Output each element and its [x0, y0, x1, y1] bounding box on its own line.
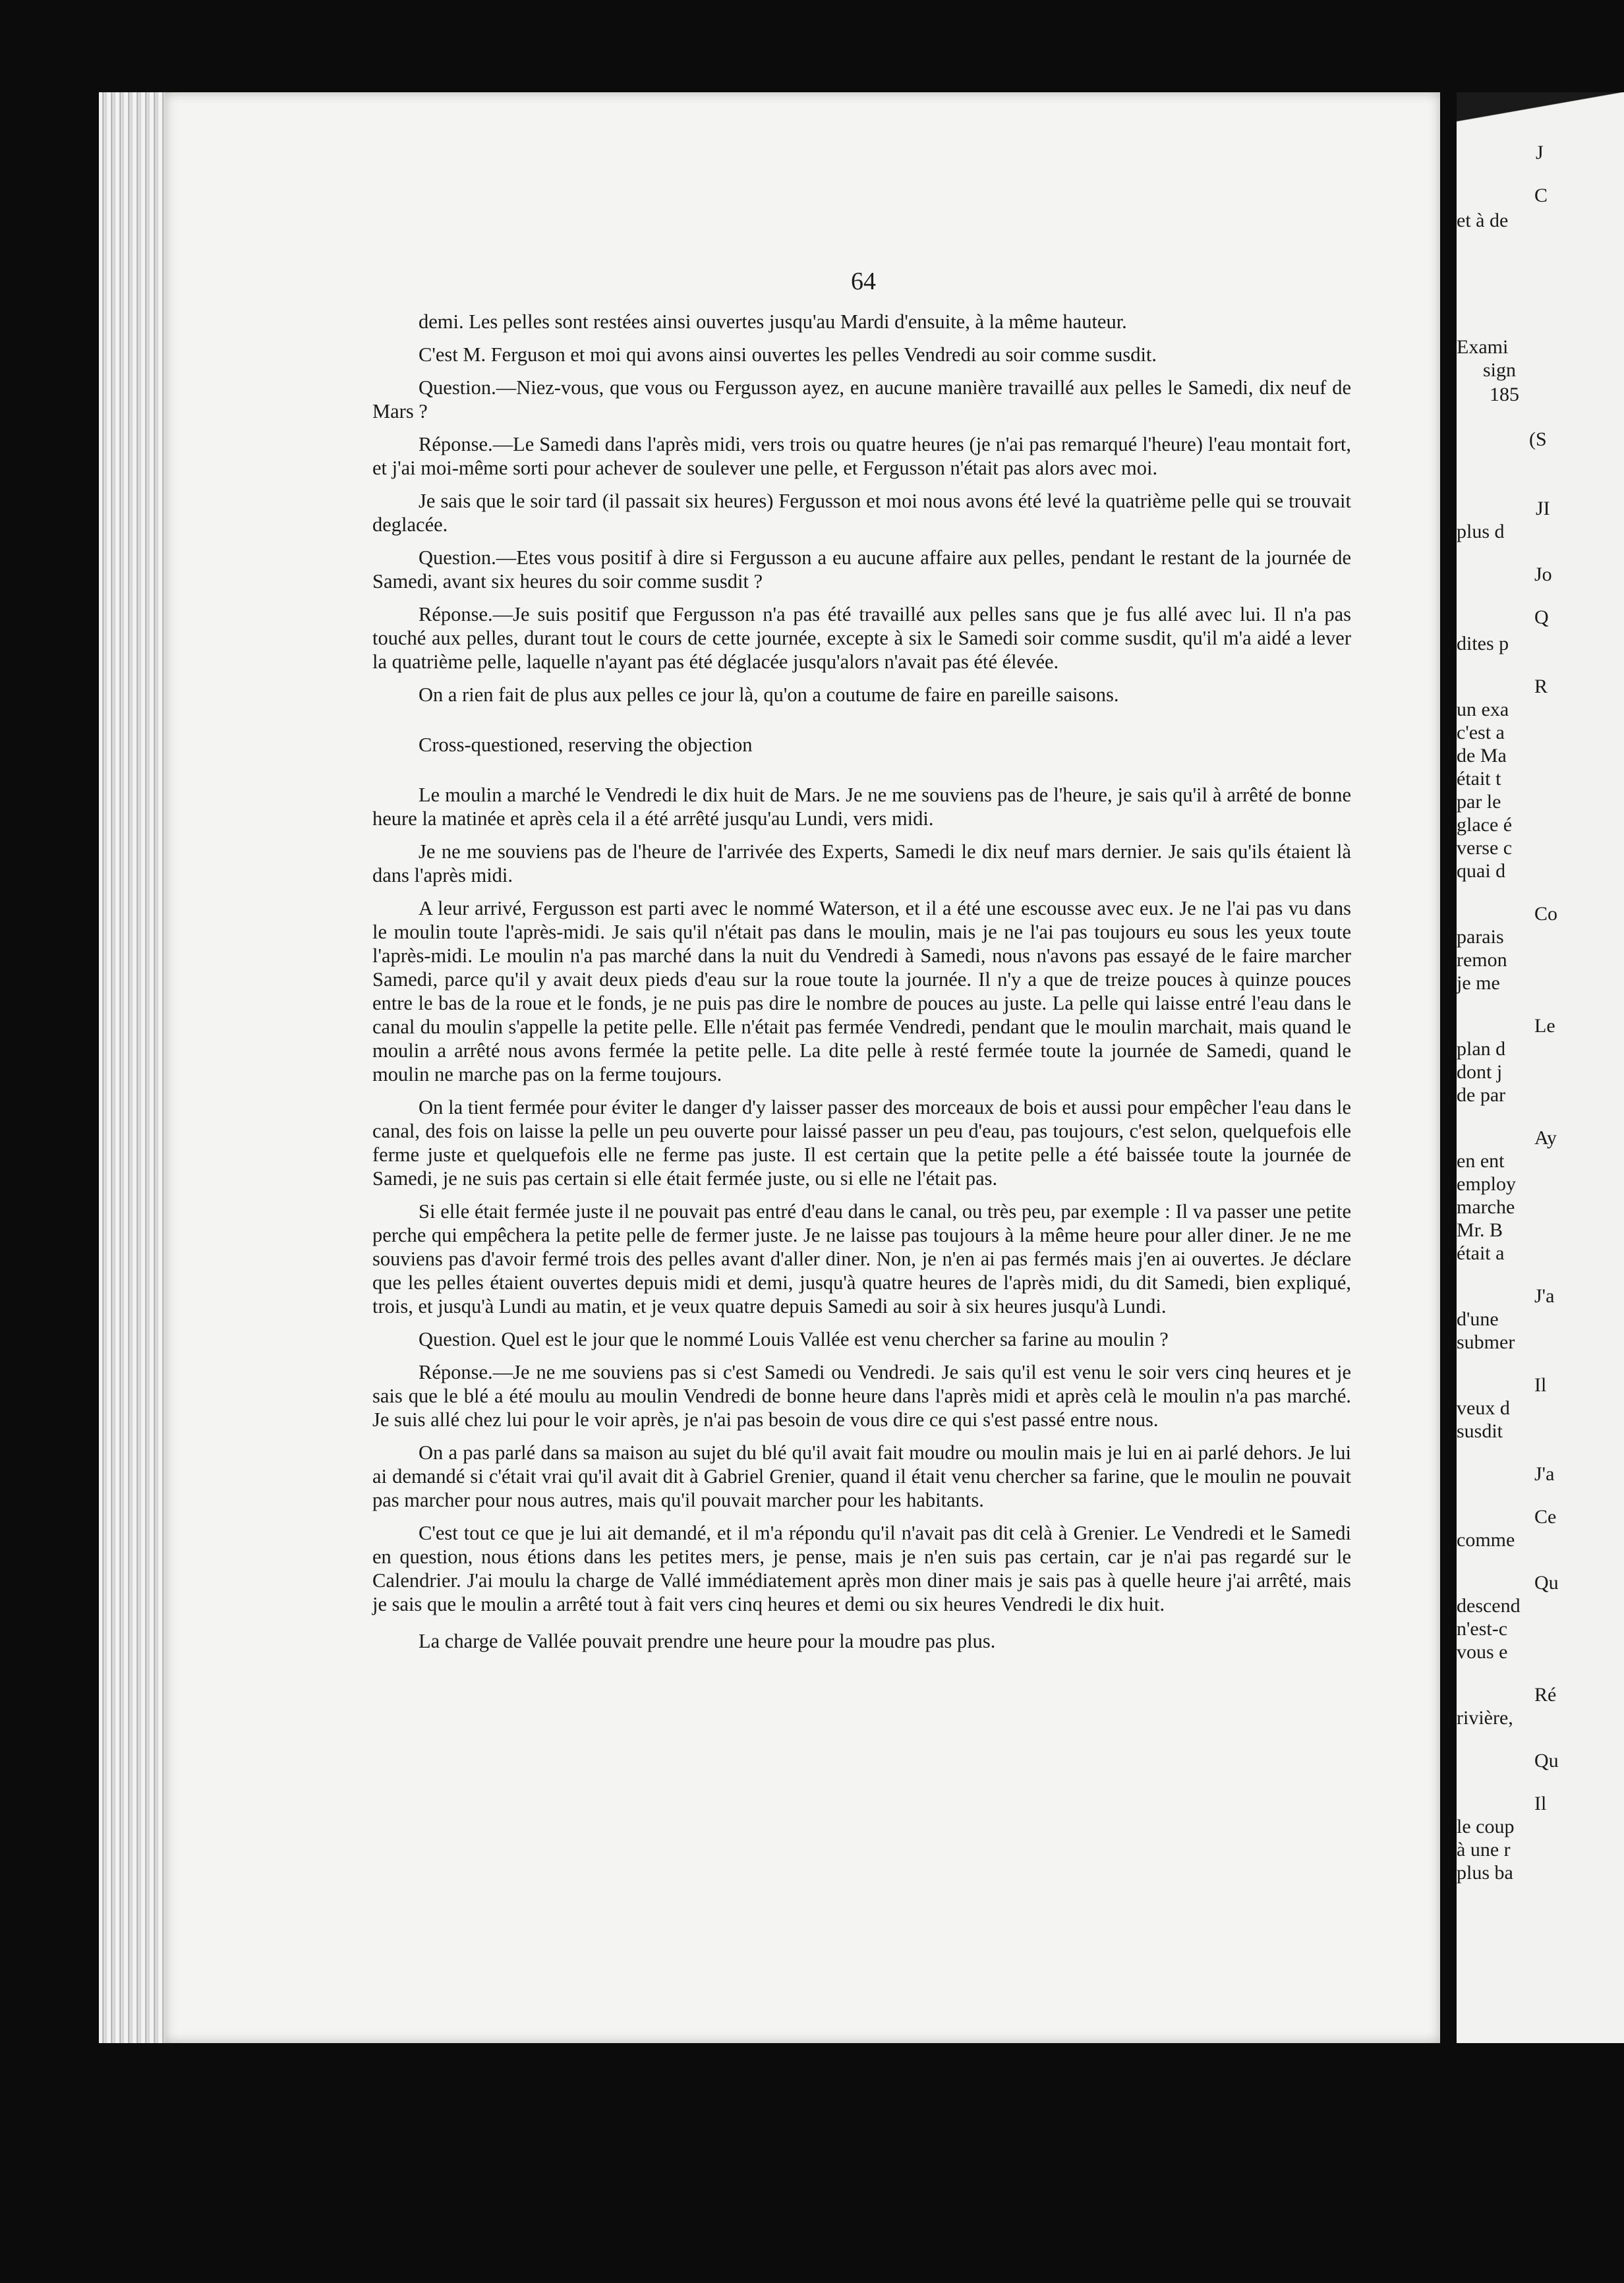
- right-page-fragment: Exami: [1457, 336, 1509, 358]
- right-page-fragment: submer: [1457, 1331, 1515, 1353]
- right-page-fragment: à une r: [1457, 1839, 1511, 1861]
- right-page-fragment: Ré: [1534, 1684, 1557, 1706]
- right-page-fragment: marche: [1457, 1196, 1515, 1218]
- paragraph: On a rien fait de plus aux pelles ce jour là, qu'on a coutume de faire en pareille saisons.: [419, 683, 1119, 706]
- paragraph: La charge de Vallée pouvait prendre une heure pour la moudre pas plus.: [419, 1630, 996, 1652]
- right-page-fragment: (S: [1529, 428, 1547, 450]
- right-page-fragment: comme: [1457, 1529, 1515, 1551]
- right-page-fragment: quai d: [1457, 860, 1506, 882]
- right-page-fragment: veux d: [1457, 1397, 1510, 1419]
- paragraph: C'est M. Ferguson et moi qui avons ainsi ouvertes les pelles Vendredi au soir comme susdit.: [419, 343, 1157, 366]
- right-page-fragment: Ce: [1534, 1506, 1557, 1528]
- right-page-fragment: dont j: [1457, 1061, 1503, 1083]
- right-page-fragment: en ent: [1457, 1150, 1505, 1172]
- section-heading: Cross-questioned, reserving the objection: [419, 734, 753, 756]
- right-page-fragment: sign: [1483, 359, 1517, 381]
- paragraph: Réponse.—Le Samedi dans l'après midi, vers trois ou quatre heures (je n'ai pas remarqué l'heure) l'eau montait fort, et j'ai moi-même sorti pour achever de soulever une pelle, et Fergusson n'était pas alors avec moi.: [372, 433, 1351, 479]
- right-page-fragment: employ: [1457, 1173, 1516, 1195]
- right-page-fragment: de par: [1457, 1084, 1506, 1106]
- right-page-fragment: glace é: [1457, 814, 1513, 836]
- paragraph: On la tient fermée pour éviter le danger d'y laisser passer des morceaux de bois et aussi pour empêcher l'eau dans le canal, des fois on laisse la pelle un peu ouverte pour laissé passer un peu d'eau, pas toujours, c'est selon, quelquefois elle ferme juste et quelquefois elle ne ferme pas juste. Il est certain que la petite pelle a été baissée toute la journée de Samedi, je ne suis pas certain si elle était fermée juste, ou si elle ne l'était pas.: [372, 1096, 1351, 1190]
- right-page-fragment: remon: [1457, 949, 1507, 971]
- right-page-fragment: je me: [1457, 972, 1500, 994]
- paragraph: Question.—Etes vous positif à dire si Fergusson a eu aucune affaire aux pelles, pendant le restant de la journée de Samedi, avant six heures du soir comme susdit ?: [372, 546, 1351, 592]
- right-page-fragment: Le: [1534, 1015, 1555, 1037]
- paragraph: Réponse.—Je suis positif que Fergusson n'a pas été travaillé aux pelles sans que je fus allé avec lui. Il n'a pas touché aux pelles, durant tout le cours de cette journée, excepte à six le Samedi soir comme susdit, qu'il m'a aidé a lever la quatrième pelle, laquelle n'ayant pas été déglacée jusqu'alors n'avait pas été élevée.: [372, 603, 1351, 673]
- right-page-fragment: c'est a: [1457, 722, 1505, 743]
- right-page-fragment: rivière,: [1457, 1707, 1513, 1729]
- right-page-fragment: JI: [1536, 498, 1550, 519]
- right-page-fragment: était t: [1457, 768, 1501, 790]
- right-page-fragment: vous e: [1457, 1641, 1508, 1663]
- right-page-fragment: descend: [1457, 1595, 1521, 1617]
- page-number: 64: [851, 268, 876, 295]
- paragraph: Le moulin a marché le Vendredi le dix huit de Mars. Je ne me souviens pas de l'heure, je sais qu'il à arrêté de bonne heure la matinée et après cela il a été arrêté jusqu'au Lundi, vers midi.: [372, 784, 1351, 830]
- right-page-fragment: verse c: [1457, 837, 1513, 859]
- right-page-fragment: par le: [1457, 791, 1501, 813]
- right-page-fragment: plus ba: [1457, 1862, 1513, 1884]
- right-page: [1457, 92, 1624, 2043]
- paragraph: Réponse.—Je ne me souviens pas si c'est Samedi ou Vendredi. Je sais qu'il est venu le soir vers cinq heures et je sais que le blé a été moulu au moulin Vendredi de bonne heure dans l'après midi et après celà le moulin n'a pas marché. Je suis allé chez lui pour le voir après, je n'ai pas besoin de vous dire ce qui s'est passé entre nous.: [372, 1361, 1351, 1431]
- right-page-fragment: était a: [1457, 1242, 1505, 1264]
- page-text: [372, 310, 1351, 1662]
- right-page-fragment: de Ma: [1457, 745, 1507, 766]
- right-page-fragment: J: [1536, 142, 1544, 163]
- right-page-fragment: parais: [1457, 926, 1504, 948]
- page-shadow: [1457, 92, 1624, 145]
- paragraph: Je sais que le soir tard (il passait six heures) Fergusson et moi nous avons été levé la quatrième pelle qui se trouvait deglacée.: [372, 490, 1351, 536]
- paragraph: Question.—Niez-vous, que vous ou Fergusson ayez, en aucune manière travaillé aux pelles le Samedi, dix neuf de Mars ?: [372, 376, 1351, 422]
- paragraph: On a pas parlé dans sa maison au sujet du blé qu'il avait fait moudre ou moulin mais je lui en ai parlé dehors. Je lui ai demandé si c'était vrai qu'il avait dit à Gabriel Grenier, quand il était venu chercher sa farine, que le moulin ne pouvait pas marcher pour nous autres, mais qu'il pouvait marcher pour les habitants.: [372, 1441, 1351, 1511]
- paragraph: Si elle était fermée juste il ne pouvait pas entré d'eau dans le canal, ou très peu, par exemple : Il va passer une petite perche qui empêchera la petite pelle de fermer juste. Je ne laisse pas toujours à la même heure pour aller diner. Je ne me souviens pas d'avoir fermé trois des pelles avant d'aller diner. Non, je n'en ai pas fermés mais j'en ai ouvertes. Je déclare que les pelles étaient ouvertes depuis midi et demi, jusqu'à quatre heures de l'après midi, du dit Samedi, bien expliqué, trois, et jusqu'à Lundi au matin, et je veux quatre depuis Samedi au soir à six heures jusqu'à Lundi.: [372, 1200, 1351, 1317]
- paragraph: Je ne me souviens pas de l'heure de l'arrivée des Experts, Samedi le dix neuf mars dernier. Je sais qu'ils étaient là dans l'après midi.: [372, 840, 1351, 886]
- right-page-fragment: dites p: [1457, 633, 1509, 654]
- right-page-fragment: Q: [1534, 606, 1549, 628]
- right-page-fragment: 185: [1490, 384, 1519, 405]
- paragraph: Question. Quel est le jour que le nommé Louis Vallée est venu chercher sa farine au moulin ?: [419, 1328, 1169, 1350]
- right-page-fragment: J'a: [1534, 1285, 1555, 1307]
- right-page-fragment: C: [1534, 185, 1548, 206]
- right-page-fragment: R: [1534, 676, 1548, 697]
- right-page-fragment: Il: [1534, 1793, 1547, 1814]
- right-page-fragment: Jo: [1534, 564, 1552, 585]
- right-page-fragment: susdit: [1457, 1420, 1503, 1442]
- right-page-fragment: Qu: [1534, 1572, 1559, 1594]
- right-page-fragment: Mr. B: [1457, 1219, 1503, 1241]
- right-page-fragment: un exa: [1457, 699, 1509, 720]
- paragraph: C'est tout ce que je lui ait demandé, et il m'a répondu qu'il n'avait pas dit celà à Grenier. Le Vendredi et le Samedi en question, nous étions dans les petites mers, je pense, mais je n'en suis pas certain, car je n'ai pas regardé sur le Calendrier. J'ai moulu la charge de Vallé immédiatement après mon diner mais je sais pas à quelle heure j'ai arrêté, mais je sais que le moulin a arrêté tout à fait vers cinq heures et demi ou six heures Vendredi le dix huit.: [372, 1522, 1351, 1615]
- right-page-fragment: Ay: [1534, 1127, 1557, 1149]
- right-page-fragment: Co: [1534, 903, 1558, 925]
- right-page-fragment: et à de: [1457, 210, 1509, 231]
- paragraph: A leur arrivé, Fergusson est parti avec le nommé Waterson, et il a été une escousse avec eux. Je ne l'ai pas vu dans le moulin toute l'après-midi. Je sais qu'il n'était pas dans le moulin, mais je ne l'ai pas toujours eu sous les yeux toute l'après-midi. Le moulin n'a pas marché dans la nuit du Vendredi à Samedi, nous n'avons pas essayé de le faire marcher Samedi, parce qu'il y avait deux pieds d'eau sur la roue toute la journée. Il n'y a que de treize pouces à quinze pouces entre le bas de la roue et le fonds, je ne puis pas dire le nombre de pouces au juste. La pelle qui laisse entré l'eau dans le canal du moulin s'appelle la petite pelle. Elle n'était pas fermée Vendredi, pendant que le moulin marchait, mais quand le moulin a arrêté nous avons fermée la petite pelle. La dite pelle à resté fermée toute la journée de Samedi, quand le moulin ne marche pas on la ferme toujours.: [372, 897, 1351, 1085]
- right-page-fragment: plan d: [1457, 1038, 1506, 1060]
- right-page-fragment: Qu: [1534, 1750, 1559, 1772]
- right-page-fragment: plus d: [1457, 521, 1505, 542]
- right-page-fragment: d'une: [1457, 1308, 1499, 1330]
- right-page-fragment: n'est-c: [1457, 1618, 1508, 1640]
- paragraph: demi. Les pelles sont restées ainsi ouvertes jusqu'au Mardi d'ensuite, à la même hauteur.: [419, 310, 1127, 333]
- right-page-fragment: Il: [1534, 1374, 1547, 1396]
- right-page-fragment: J'a: [1534, 1463, 1555, 1485]
- right-page-fragment: le coup: [1457, 1816, 1515, 1837]
